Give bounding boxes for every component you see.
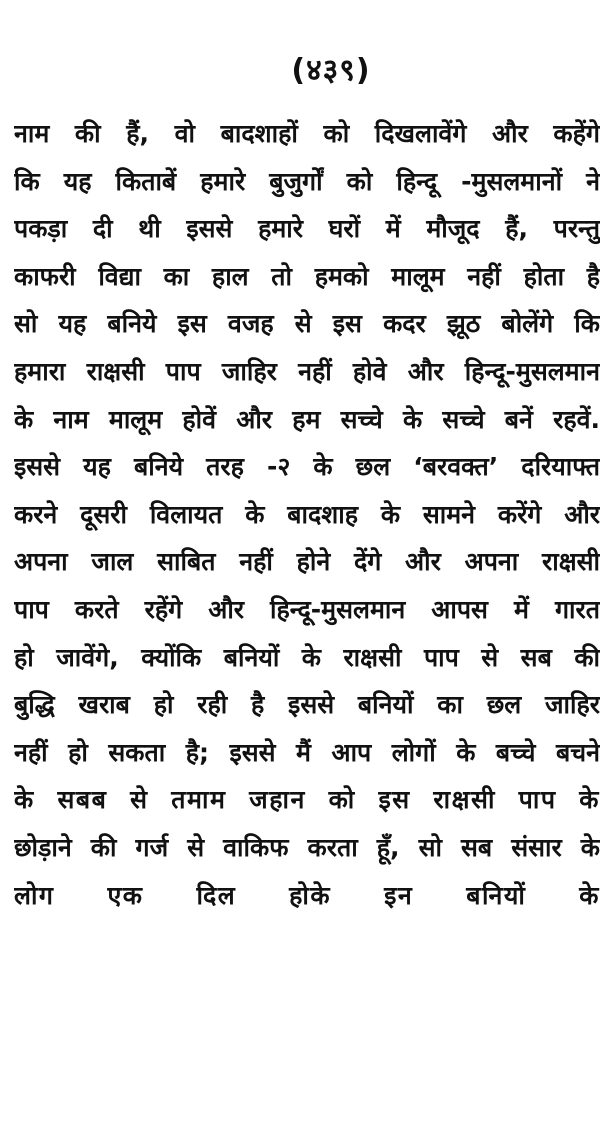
text-line: हो जावेंगे, क्योंकि बनियों के राक्षसी पाप से सब की [14, 642, 600, 672]
text-line: बुद्धि खराब हो रही है इससे बनियों का छल जाहिर [14, 690, 600, 720]
text-line: नहीं हो सकता है; इससे मैं आप लोगों के बच्चे बचने [14, 737, 600, 767]
text-line: कि यह किताबें हमारे बुजुर्गों को हिन्दू -मुसलमानों ने [14, 166, 600, 196]
page-number: (४३९) [291, 53, 371, 88]
text-line: के सबब से तमाम जहान को इस राक्षसी पाप के [14, 785, 600, 815]
text-line: सो यह बनिये इस वजह से इस कदर झूठ बोलेंगे कि [14, 309, 600, 339]
text-line: अपना जाल साबित नहीं होने देंगे और अपना राक्षसी [14, 547, 600, 577]
text-line: काफरी विद्या का हाल तो हमको मालूम नहीं होता है [14, 261, 600, 291]
text-line: छोड़ाने की गर्ज से वाकिफ करता हूँ, सो सब संसार के [14, 832, 600, 862]
text-line: के नाम मालूम होवें और हम सच्चे के सच्चे बनें रहवें. [14, 404, 600, 434]
text-line: लोग एक दिल होके इन बनियों के [14, 880, 600, 910]
text-line: पकड़ा दी थी इससे हमारे घरों में मौजूद हैं, परन्तु [14, 214, 600, 244]
text-line: हमारा राक्षसी पाप जाहिर नहीं होवे और हिन्दू-मुसलमान [14, 356, 600, 386]
text-line: नाम की हैं, वो बादशाहों को दिखलावेंगे और कहेंगे [14, 119, 600, 148]
text-line: पाप करते रहेंगे और हिन्दू-मुसलमान आपस में गारत [14, 594, 600, 624]
text-line: इससे यह बनिये तरह -२ के छल ‘बरवक्त’ दरियाफ्त [14, 452, 600, 482]
body-text [14, 110, 600, 919]
text-line: करने दूसरी विलायत के बादशाह के सामने करेंगे और [14, 499, 600, 529]
